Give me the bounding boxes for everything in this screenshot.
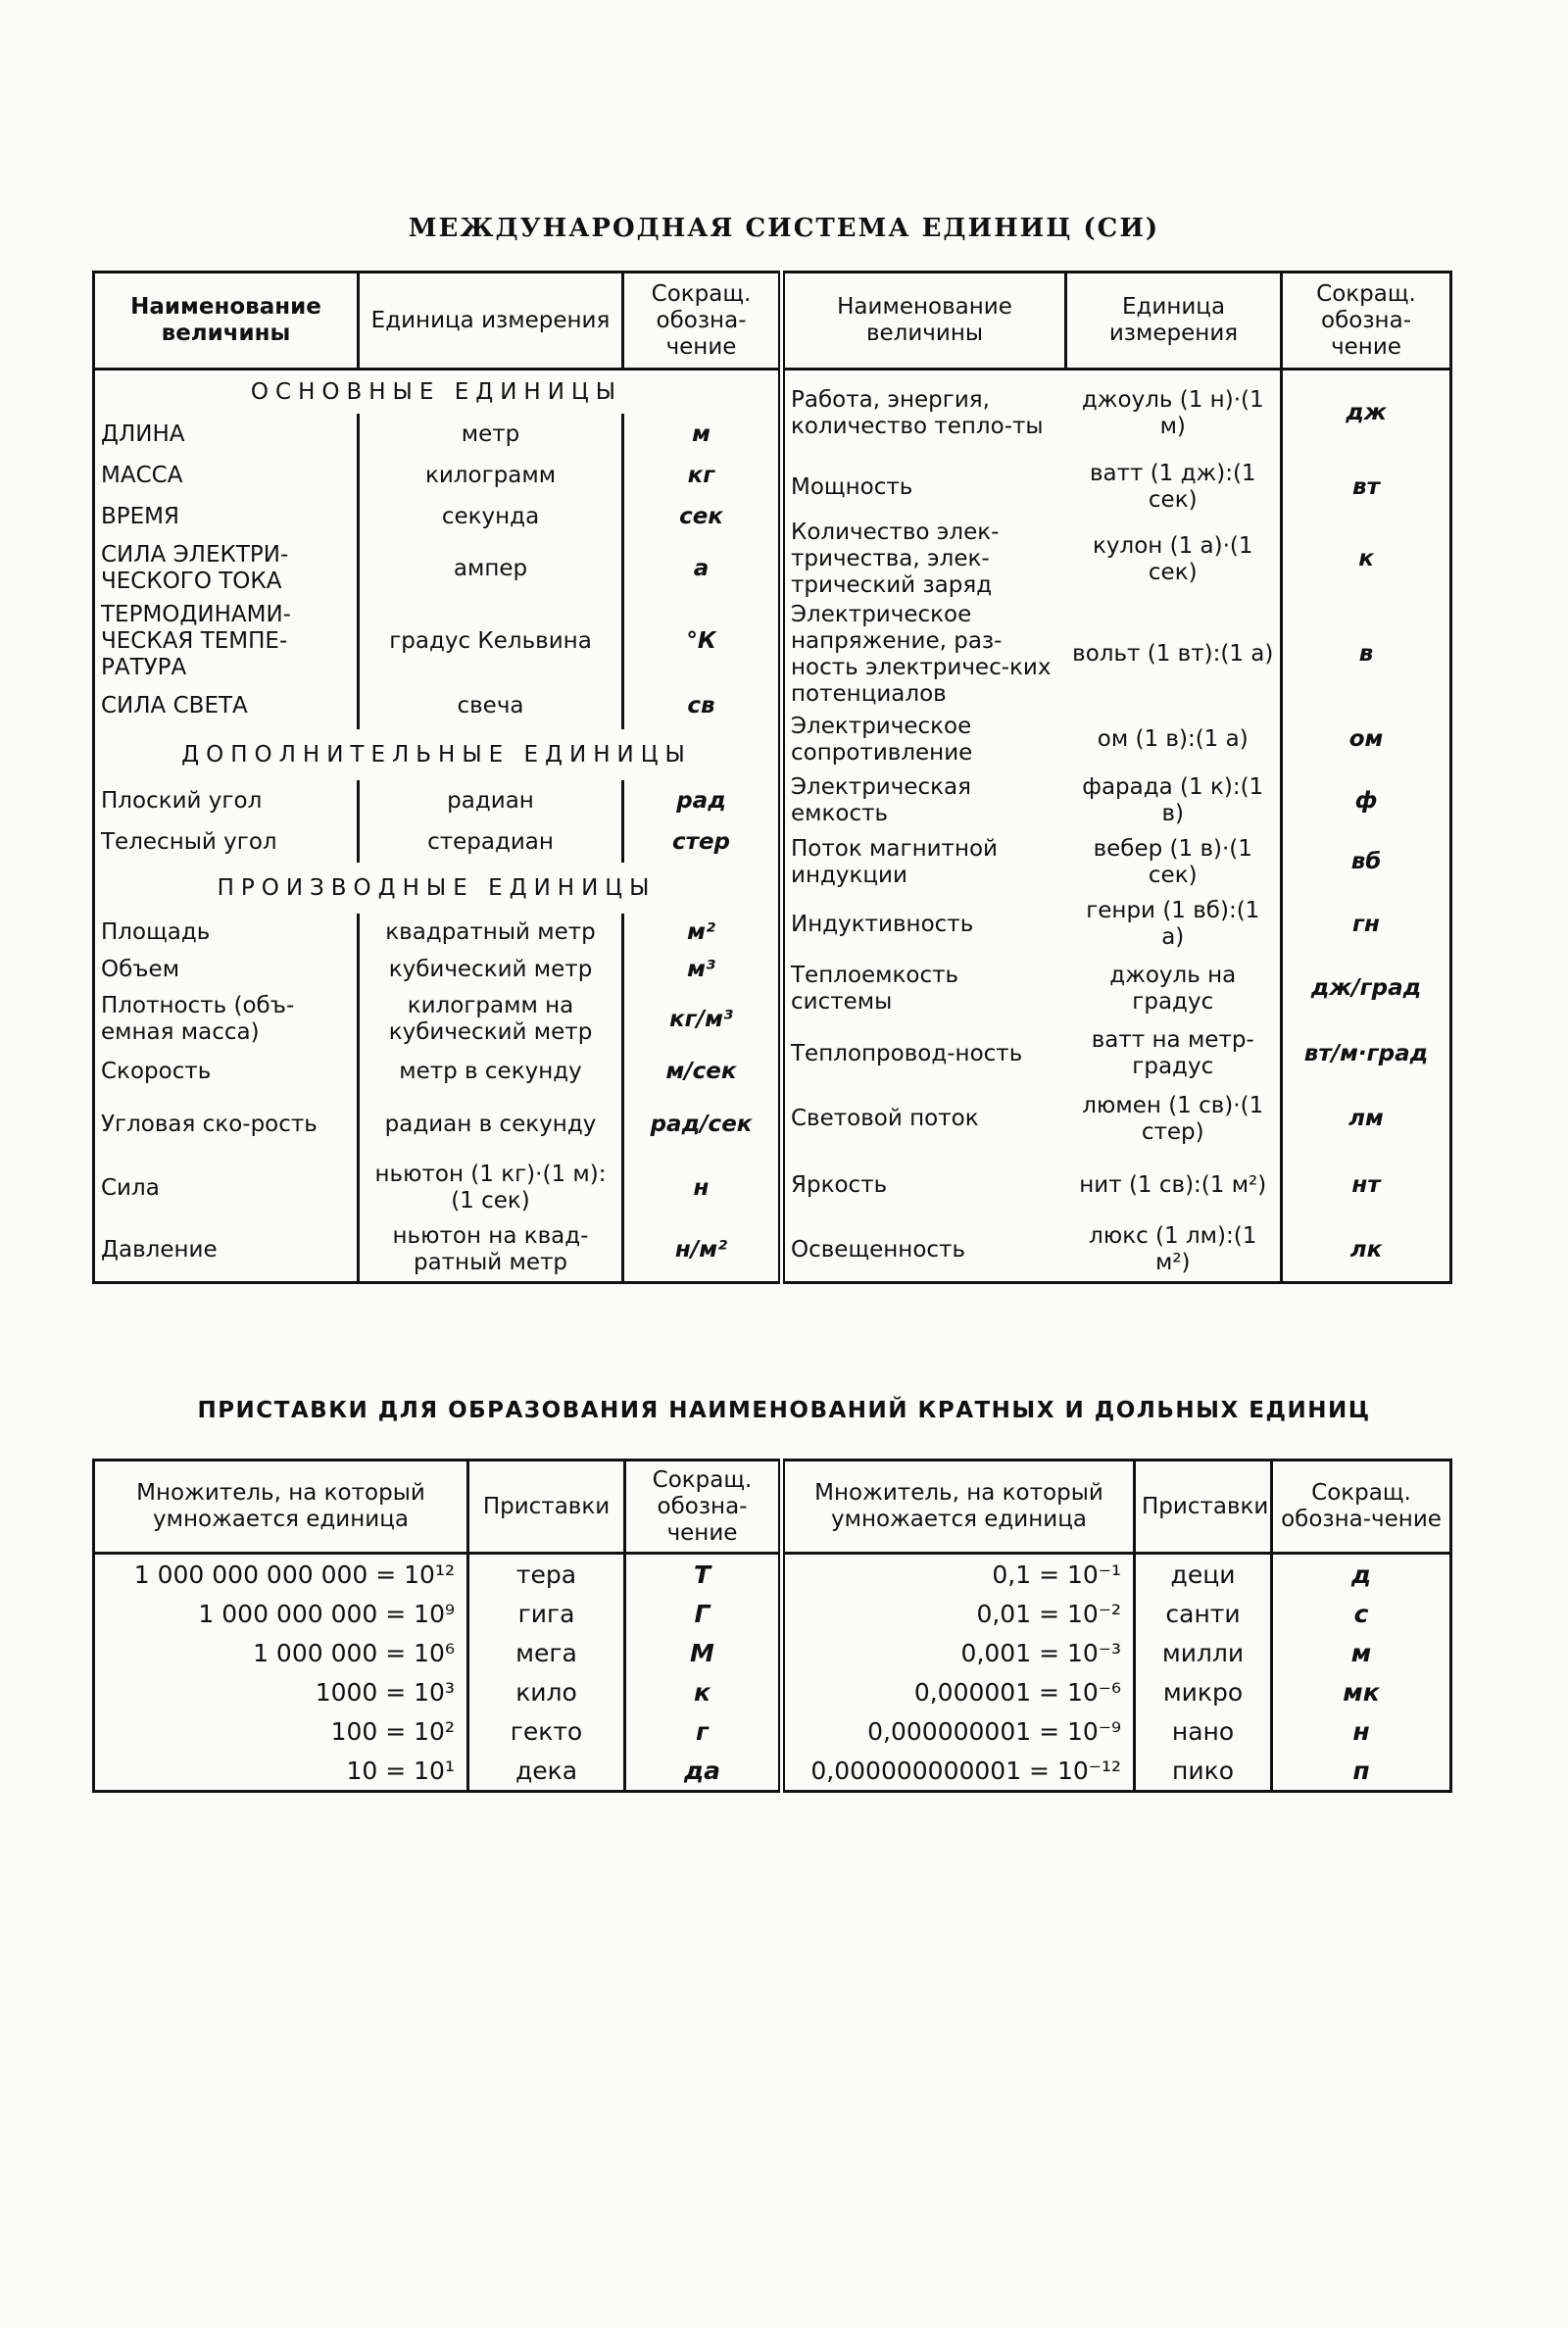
unit-abbr: а (623, 537, 782, 600)
unit-abbr: нт (1282, 1152, 1451, 1219)
header-unit-right: Единица измерения (1066, 272, 1282, 370)
prefix-row (94, 1594, 1451, 1633)
prefix-name: нано (1135, 1711, 1272, 1751)
unit-abbr: ом (1282, 709, 1451, 770)
unit-abbr: дж (1282, 370, 1451, 457)
quantity-name: Индуктивность (782, 893, 1066, 956)
si-units-body (94, 370, 1451, 1283)
unit-name: ватт на метр-градус (1091, 1027, 1254, 1079)
unit-abbr: сек (623, 496, 782, 537)
quantity-name: СИЛА ЭЛЕКТРИ-ЧЕСКОГО ТОКА (101, 542, 289, 594)
unit-name: кубический метр (359, 951, 623, 988)
multiplier: 1 000 000 000 000 = 10¹² (133, 1560, 455, 1589)
unit-name: ом (1 в):(1 а) (1097, 726, 1249, 752)
prefix-abbr: м (1272, 1633, 1451, 1672)
header-row (94, 272, 1451, 370)
table-row (94, 370, 1451, 415)
multiplier: 0,1 = 10⁻¹ (782, 1554, 1135, 1595)
quantity-name: Сила (101, 1174, 160, 1201)
prefix-name: деци (1135, 1554, 1272, 1595)
prefix-row (94, 1672, 1451, 1711)
quantity-name: Телесный угол (101, 828, 277, 855)
header-abbr-right: Сокращ. обозна-чение (1282, 272, 1451, 370)
multiplier: 1000 = 10³ (315, 1677, 455, 1707)
unit-name: метр в секунду (359, 1051, 623, 1092)
unit-name: радиан (359, 780, 623, 821)
unit-name: градус Кельвина (359, 600, 623, 682)
unit-name: квадратный метр (359, 914, 623, 951)
unit-abbr: вт/м·град (1282, 1021, 1451, 1086)
unit-name: джоуль на градус (1109, 962, 1237, 1015)
quantity-name: Количество элек-тричества, элек-трический заряд (782, 519, 1066, 600)
unit-abbr: м³ (623, 951, 782, 988)
unit-abbr: м (623, 414, 782, 456)
multiplier: 0,01 = 10⁻² (782, 1594, 1135, 1633)
unit-name: нит (1 св):(1 м²) (1079, 1172, 1267, 1198)
unit-name: джоуль (1 н)·(1 м) (1081, 386, 1264, 439)
prefix-header-row (94, 1461, 1451, 1554)
prefix-name: мега (468, 1633, 625, 1672)
unit-name: килограмм на кубический метр (359, 988, 623, 1051)
unit-name: вольт (1 вт):(1 а) (1072, 641, 1274, 667)
multiplier: 1 000 000 = 10⁶ (253, 1638, 455, 1667)
unit-name: секунда (359, 496, 623, 537)
quantity-name: Площадь (101, 918, 211, 945)
unit-name: ньютон на квад-ратный метр (359, 1219, 623, 1282)
unit-abbr: кг/м³ (623, 988, 782, 1051)
prefix-name: пико (1135, 1751, 1272, 1792)
quantity-name: Плотность (объ-емная масса) (101, 993, 295, 1045)
quantity-name: Давление (101, 1236, 218, 1263)
multiplier: 0,000001 = 10⁻⁶ (782, 1672, 1135, 1711)
unit-abbr: н (623, 1157, 782, 1219)
quantity-name: Теплоемкость системы (782, 956, 1066, 1021)
quantity-name: Поток магнитной индукции (782, 831, 1066, 893)
quantity-name: СИЛА СВЕТА (101, 692, 248, 718)
prefix-name: гекто (468, 1711, 625, 1751)
prefix-row (94, 1711, 1451, 1751)
unit-abbr: н/м² (623, 1219, 782, 1282)
multiplier: 0,000000000001 = 10⁻¹² (782, 1751, 1135, 1792)
quantity-name: ДЛИНА (101, 421, 185, 447)
unit-name: ньютон (1 кг)·(1 м):(1 сек) (359, 1157, 623, 1219)
table-row (94, 600, 1451, 682)
section-heading: ДОПОЛНИТЕЛЬНЫЕ ЕДИНИЦЫ (181, 741, 692, 768)
table-row (94, 1219, 1451, 1282)
multiplier: 0,000000001 = 10⁻⁹ (782, 1711, 1135, 1751)
quantity-name: Скорость (101, 1058, 212, 1084)
quantity-name: Мощность (782, 456, 1066, 519)
unit-abbr: в (1282, 600, 1451, 709)
prefix-abbr: Г (625, 1594, 782, 1633)
quantity-name: Яркость (782, 1152, 1066, 1219)
unit-name: вебер (1 в)·(1 сек) (1093, 835, 1252, 888)
prefix-name: кило (468, 1672, 625, 1711)
prefix-header-mult-right: Множитель, на который умножается единица (782, 1461, 1135, 1554)
unit-name: радиан в секунду (359, 1092, 623, 1157)
prefix-table (92, 1459, 1452, 1793)
unit-abbr: св (623, 682, 782, 729)
prefix-abbr: М (625, 1633, 782, 1672)
unit-abbr: лк (1282, 1219, 1451, 1282)
multiplier: 1 000 000 000 = 10⁹ (198, 1599, 455, 1628)
unit-name: кулон (1 а)·(1 сек) (1092, 532, 1253, 585)
unit-abbr: стер (623, 821, 782, 863)
unit-name: ампер (359, 537, 623, 600)
prefix-name: дека (468, 1751, 625, 1792)
unit-abbr: лм (1282, 1086, 1451, 1152)
unit-abbr: кг (623, 456, 782, 496)
unit-name: свеча (359, 682, 623, 729)
unit-abbr: гн (1282, 893, 1451, 956)
unit-abbr: ф (1282, 770, 1451, 831)
prefix-abbr: мк (1272, 1672, 1451, 1711)
prefix-header-mult: Множитель, на который умножается единица (94, 1461, 468, 1554)
quantity-name: Плоский угол (101, 787, 263, 814)
page-title: МЕЖДУНАРОДНАЯ СИСТЕМА ЕДИНИЦ (СИ) (408, 214, 1160, 243)
multiplier: 0,001 = 10⁻³ (782, 1633, 1135, 1672)
prefix-header-abbr: Сокращ. обозна-чение (625, 1461, 782, 1554)
prefix-body (94, 1554, 1451, 1792)
quantity-name: МАССА (101, 463, 183, 488)
prefix-row (94, 1751, 1451, 1792)
unit-abbr: вт (1282, 456, 1451, 519)
prefix-abbr: с (1272, 1594, 1451, 1633)
header-unit: Единица измерения (359, 272, 623, 370)
unit-name: метр (359, 414, 623, 456)
prefix-abbr: да (625, 1751, 782, 1792)
quantity-name: Электрическое напряжение, раз-ность электричес-ких потенциалов (782, 600, 1066, 709)
quantity-name: Электрическая емкость (782, 770, 1066, 831)
prefix-abbr: н (1272, 1711, 1451, 1751)
quantity-name: Угловая ско-рость (101, 1111, 318, 1137)
quantity-name: ТЕРМОДИНАМИ-ЧЕСКАЯ ТЕМПЕ-РАТУРА (101, 601, 291, 680)
unit-abbr: рад/сек (623, 1092, 782, 1157)
prefix-header-prefix-right: Приставки (1135, 1461, 1272, 1554)
prefix-name: тера (468, 1554, 625, 1595)
quantity-name: Освещенность (782, 1219, 1066, 1282)
unit-abbr: °К (623, 600, 782, 682)
unit-name: люмен (1 св)·(1 стер) (1082, 1092, 1264, 1145)
prefix-abbr: к (625, 1672, 782, 1711)
quantity-name: Электрическое сопротивление (782, 709, 1066, 770)
header-abbr: Сокращ. обозна-чение (623, 272, 782, 370)
prefix-row (94, 1554, 1451, 1595)
unit-abbr: дж/град (1282, 956, 1451, 1021)
prefix-row (94, 1633, 1451, 1672)
unit-name: стерадиан (359, 821, 623, 863)
unit-name: килограмм (359, 456, 623, 496)
unit-abbr: м² (623, 914, 782, 951)
prefix-name: гига (468, 1594, 625, 1633)
quantity-name: Световой поток (782, 1086, 1066, 1152)
prefix-name: милли (1135, 1633, 1272, 1672)
header-name: Наименование величины (94, 272, 359, 370)
quantity-name: Работа, энергия, количество тепло-ты (782, 370, 1066, 457)
quantity-name: Объем (101, 956, 180, 982)
quantity-name: ВРЕМЯ (101, 503, 180, 529)
quantity-name: Теплопровод-ность (782, 1021, 1066, 1086)
unit-abbr: вб (1282, 831, 1451, 893)
multiplier: 10 = 10¹ (346, 1756, 455, 1785)
prefix-abbr: п (1272, 1751, 1451, 1792)
prefix-title: ПРИСТАВКИ ДЛЯ ОБРАЗОВАНИЯ НАИМЕНОВАНИЙ КРАТНЫХ И ДОЛЬНЫХ ЕДИНИЦ (197, 1398, 1371, 1423)
unit-abbr: рад (623, 780, 782, 821)
unit-abbr: м/сек (623, 1051, 782, 1092)
section-heading: ПРОИЗВОДНЫЕ ЕДИНИЦЫ (217, 874, 657, 901)
unit-name: ватт (1 дж):(1 сек) (1089, 461, 1256, 513)
prefix-name: санти (1135, 1594, 1272, 1633)
prefix-abbr: г (625, 1711, 782, 1751)
multiplier: 100 = 10² (330, 1716, 455, 1746)
unit-name: генри (1 вб):(1 а) (1086, 898, 1260, 950)
prefix-abbr: д (1272, 1554, 1451, 1595)
unit-name: фарада (1 к):(1 в) (1082, 774, 1264, 826)
prefix-header-prefix: Приставки (468, 1461, 625, 1554)
table-row (94, 456, 1451, 496)
unit-abbr: к (1282, 519, 1451, 600)
si-units-table (92, 271, 1452, 1284)
prefix-name: микро (1135, 1672, 1272, 1711)
prefix-abbr: Т (625, 1554, 782, 1595)
unit-name: люкс (1 лм):(1 м²) (1089, 1223, 1257, 1276)
prefix-header-abbr-right: Сокращ. обозна-чение (1272, 1461, 1451, 1554)
section-heading: ОСНОВНЫЕ ЕДИНИЦЫ (250, 378, 623, 405)
header-name-right: Наименование величины (782, 272, 1066, 370)
